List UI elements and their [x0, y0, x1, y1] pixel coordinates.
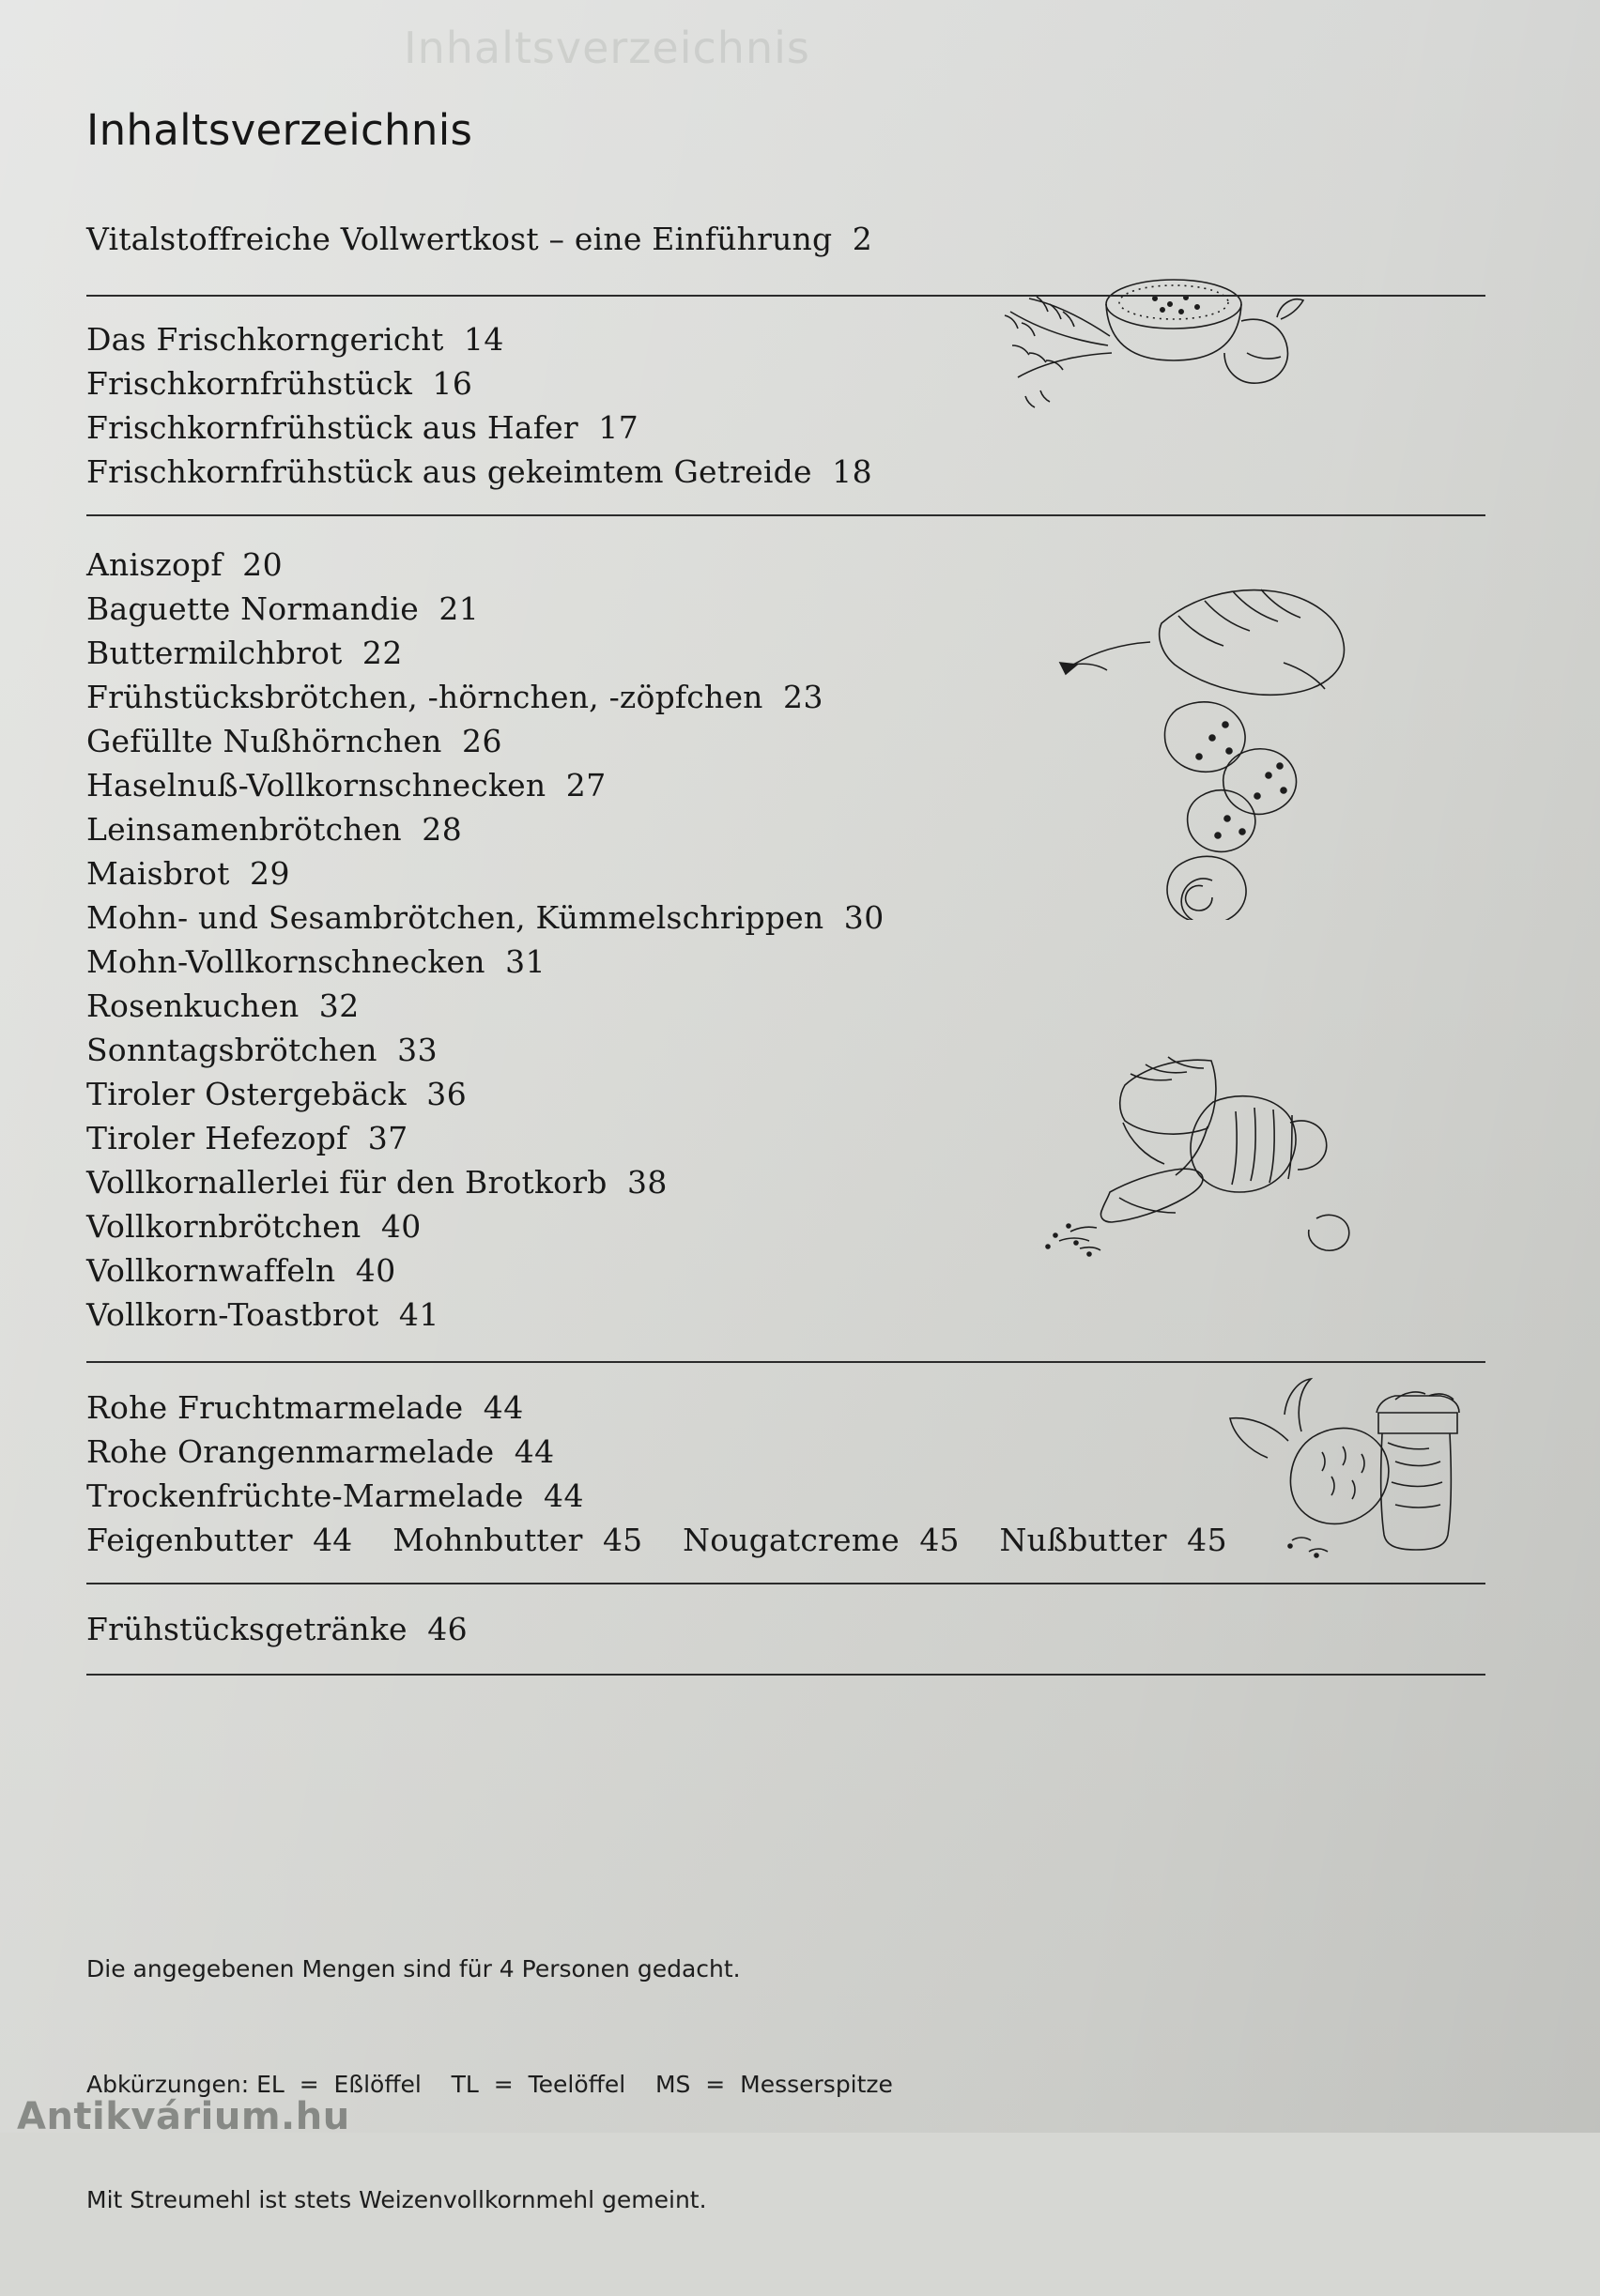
footnote-line: Die angegebenen Mengen sind für 4 Personen gedacht.: [86, 1955, 741, 1982]
toc-entry-label: Aniszopf: [86, 546, 223, 583]
toc-entry-label: Rosenkuchen: [86, 987, 300, 1024]
section-divider: [86, 1674, 1485, 1676]
toc-entry-label: Tiroler Ostergebäck: [86, 1076, 407, 1112]
toc-entry[interactable]: [86, 851, 1514, 895]
toc-entry[interactable]: [86, 450, 1514, 494]
toc-entry-label: Gefüllte Nußhörnchen: [86, 723, 442, 759]
toc-entry-page: 38: [626, 1164, 668, 1201]
toc-entry[interactable]: [86, 317, 1514, 361]
toc-entry[interactable]: [86, 1430, 1514, 1474]
toc-entry-page: 44: [514, 1433, 555, 1470]
toc-entry-label: Frischkornfrühstück aus gekeimtem Getreide: [86, 453, 812, 490]
toc-entry-list: [86, 297, 1514, 514]
toc-entry[interactable]: [86, 719, 1514, 763]
toc-entry-page: 2: [852, 221, 873, 257]
toc-entry-page: 28: [422, 811, 463, 848]
watermark: Antikvárium.hu: [17, 2095, 350, 2138]
footnote-line: Abkürzungen: EL = Eßlöffel TL = Teelöffel MS = Messerspitze: [86, 2071, 893, 2098]
toc-entry-label: Vollkornbrötchen: [86, 1208, 362, 1245]
toc-entry[interactable]: [86, 1474, 1514, 1518]
toc-entry-list: [86, 1363, 1514, 1583]
toc-entry-label: Mohn-Vollkornschnecken: [86, 943, 485, 980]
toc-entry[interactable]: [86, 1385, 1514, 1430]
toc-entry-label: Maisbrot: [86, 855, 230, 892]
toc-entry-label: Rohe Orangenmarmelade: [86, 1433, 495, 1470]
toc-section-intro: [86, 155, 1514, 295]
toc-section-brot: [86, 516, 1514, 1361]
toc-entry-label: Buttermilchbrot: [86, 635, 343, 671]
toc-entry[interactable]: [86, 631, 1514, 675]
toc-entry[interactable]: [86, 587, 1514, 631]
toc-entry-page: 21: [438, 590, 480, 627]
toc-entry-page: 33: [397, 1032, 438, 1068]
toc-entry-page: 40: [355, 1252, 396, 1289]
table-of-contents: [86, 0, 1514, 1676]
toc-entry-label: Mohn- und Sesambrötchen, Kümmelschrippen: [86, 899, 824, 936]
toc-entry-page: 41: [398, 1296, 439, 1333]
toc-entry-label: Vitalstoffreiche Vollwertkost – eine Einführung: [86, 221, 833, 257]
toc-entry-page: 29: [249, 855, 290, 892]
toc-entry-page: 27: [565, 767, 607, 804]
toc-entry-list: [86, 204, 1514, 276]
page-title: Inhaltsverzeichnis: [86, 105, 473, 155]
toc-entry-page: 22: [362, 635, 403, 671]
toc-entry-page: 36: [426, 1076, 468, 1112]
toc-entry-page: 14: [463, 321, 504, 358]
toc-entry-page: 44: [483, 1389, 524, 1426]
toc-entry-label: Das Frischkorngericht: [86, 321, 444, 358]
toc-entry[interactable]: [86, 361, 1514, 406]
toc-entry[interactable]: [86, 406, 1514, 450]
toc-entry[interactable]: [86, 1116, 1514, 1160]
toc-entry-page: 45: [1187, 1522, 1228, 1558]
toc-entry[interactable]: [86, 984, 1514, 1028]
toc-entry-page: 32: [318, 987, 360, 1024]
toc-entry-label: Frischkornfrühstück: [86, 365, 413, 402]
toc-entry[interactable]: [86, 543, 1514, 587]
toc-entry-label: Sonntagsbrötchen: [86, 1032, 377, 1068]
toc-entry-page: 30: [843, 899, 885, 936]
toc-entry-label: Baguette Normandie: [86, 590, 419, 627]
toc-entry-page: 40: [380, 1208, 422, 1245]
toc-entry[interactable]: [86, 675, 1514, 719]
toc-entry[interactable]: [86, 1293, 1514, 1337]
toc-entry[interactable]: [86, 763, 1514, 807]
toc-entry-page: 37: [367, 1120, 408, 1156]
toc-entry-page: 44: [543, 1477, 584, 1514]
footnotes: [86, 1873, 893, 2296]
toc-entry-label: Leinsamenbrötchen: [86, 811, 402, 848]
toc-entry[interactable]: [86, 1518, 1514, 1562]
toc-entry[interactable]: [86, 1072, 1514, 1116]
toc-entry-label: Tiroler Hefezopf: [86, 1120, 348, 1156]
toc-entry[interactable]: [86, 217, 1514, 261]
toc-entry-page: 17: [598, 409, 639, 446]
toc-entry-label: Haselnuß-Vollkornschnecken: [86, 767, 546, 804]
toc-entry[interactable]: [86, 1248, 1514, 1293]
toc-entry[interactable]: [86, 1160, 1514, 1204]
toc-entry[interactable]: [86, 1204, 1514, 1248]
toc-entry-page: 23: [783, 679, 824, 715]
footnote-line: Mit Streumehl ist stets Weizenvollkornmehl gemeint.: [86, 2186, 707, 2213]
toc-entry[interactable]: [86, 807, 1514, 851]
toc-entry-label: Frühstücksgetränke: [86, 1611, 408, 1647]
toc-entry[interactable]: [86, 1028, 1514, 1072]
toc-entry-page: 46: [427, 1611, 469, 1647]
toc-entry-page: 31: [505, 943, 546, 980]
toc-entry[interactable]: [86, 1607, 1514, 1651]
toc-entry-label: Vollkornallerlei für den Brotkorb: [86, 1164, 608, 1201]
toc-entry-label: Frühstücksbrötchen, -hörnchen, -zöpfchen: [86, 679, 763, 715]
toc-entry-label: Frischkornfrühstück aus Hafer: [86, 409, 578, 446]
toc-entry-label: Vollkorn-Toastbrot: [86, 1296, 379, 1333]
toc-entry-list: [86, 1584, 1514, 1674]
toc-entry-page: 18: [832, 453, 873, 490]
toc-entry[interactable]: [86, 895, 1514, 940]
toc-section-marmeladen: [86, 1363, 1514, 1583]
ghost-title-bleedthrough: Inhaltsverzeichnis: [404, 23, 810, 73]
toc-entry-page: 16: [432, 365, 473, 402]
toc-entry-label: Trockenfrüchte-Marmelade: [86, 1477, 524, 1514]
toc-entry-page: 20: [242, 546, 284, 583]
toc-entry-label: Rohe Fruchtmarmelade: [86, 1389, 464, 1426]
toc-entry[interactable]: [86, 940, 1514, 984]
toc-section-getraenke: [86, 1584, 1514, 1674]
toc-section-frischkorn: [86, 297, 1514, 514]
toc-entry-page: 26: [461, 723, 502, 759]
toc-entry-list: [86, 516, 1514, 1361]
toc-entry-label: Feigenbutter 44 Mohnbutter 45 Nougatcreme 45 Nußbutter: [86, 1522, 1167, 1558]
toc-entry-label: Vollkornwaffeln: [86, 1252, 336, 1289]
